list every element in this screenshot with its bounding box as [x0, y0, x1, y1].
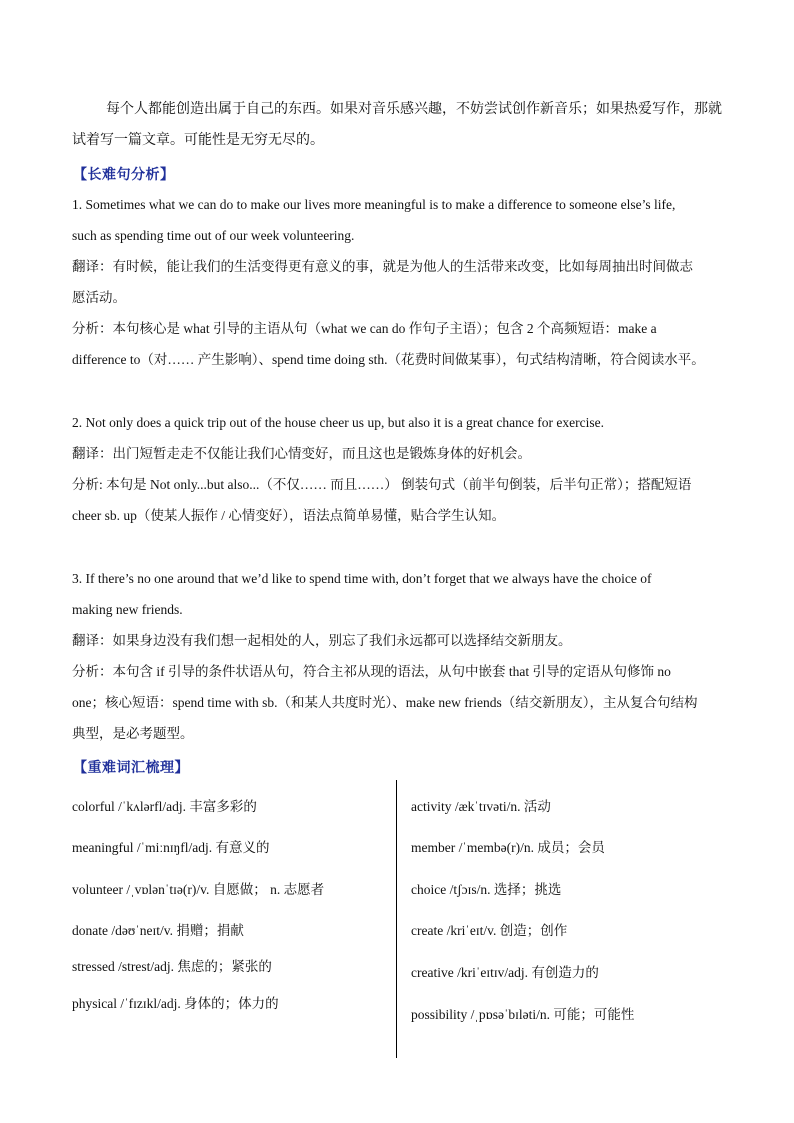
translation-line: 翻译：有时候，能让我们的生活变得更有意义的事，就是为他人的生活带来改变，比如每周抽出时间做志: [72, 259, 693, 274]
vocab-item: member /ˈmembə(r)/n. 成员；会员: [411, 840, 605, 855]
vocab-item: physical /ˈfɪzɪkl/adj. 身体的；体力的: [72, 996, 279, 1011]
vocab-item: activity /ækˈtɪvəti/n. 活动: [411, 799, 551, 814]
translation-line: 翻译：如果身边没有我们想一起相处的人，别忘了我们永远都可以选择结交新朋友。: [72, 633, 572, 648]
vocab-item: choice /tʃɔɪs/n. 选择；挑选: [411, 882, 562, 897]
column-divider: [396, 780, 397, 1058]
intro-line-1: 每个人都能创造出属于自己的东西。如果对音乐感兴趣，不妨尝试创作新音乐；如果热爱写作，那就: [106, 102, 722, 117]
analysis-line: 分析: 本句是 Not only...but also...（不仅…… 而且……） 倒装句式（前半句倒装，后半句正常）；搭配短语: [72, 477, 692, 492]
vocab-item: meaningful /ˈmiːnɪŋfl/adj. 有意义的: [72, 840, 270, 855]
vocab-item: create /kriˈeɪt/v. 创造；创作: [411, 923, 568, 938]
vocab-item: stressed /strest/adj. 焦虑的；紧张的: [72, 959, 272, 974]
translation-line: 愿活动。: [72, 290, 126, 305]
sentence-english-line: 1. Sometimes what we can do to make our lives more meaningful is to make a difference to someone else’s life,: [72, 197, 676, 212]
long-sentence-heading: 【长难句分析】: [73, 167, 175, 183]
sentence-english-line: making new friends.: [72, 602, 183, 617]
vocab-item: colorful /ˈkʌlərfl/adj. 丰富多彩的: [72, 799, 257, 814]
sentence-analysis-3: [72, 563, 732, 749]
vocab-item: possibility /ˌpɒsəˈbɪləti/n. 可能；可能性: [411, 1007, 635, 1022]
analysis-line: 分析：本句含 if 引导的条件状语从句，符合主祁从现的语法，从句中嵌套 that 引导的定语从句修饰 no: [72, 664, 671, 679]
analysis-line: cheer sb. up（使某人振作 / 心情变好），语法点简单易懂，贴合学生认知。: [72, 508, 506, 523]
intro-line-2: 试着写一篇文章。可能性是无穷无尽的。: [72, 133, 324, 148]
vocab-item: donate /dəʊˈneɪt/v. 捐赠；捐献: [72, 923, 244, 938]
sentence-english-line: 3. If there’s no one around that we’d like to spend time with, don’t forget that we always have the choice of: [72, 571, 652, 586]
analysis-line: 分析：本句核心是 what 引导的主语从句（what we can do 作句子主语）；包含 2 个高频短语：make a: [72, 321, 657, 336]
sentence-english-line: 2. Not only does a quick trip out of the house cheer us up, but also it is a great chance for exercise.: [72, 415, 604, 430]
vocab-item: volunteer /ˌvɒlənˈtɪə(r)/v. 自愿做； n. 志愿者: [72, 882, 325, 897]
analysis-line: 典型，是必考题型。: [72, 726, 194, 741]
analysis-line: one；核心短语：spend time with sb.（和某人共度时光）、make new friends（结交新朋友），主从复合句结构: [72, 695, 698, 710]
translation-line: 翻译：出门短暂走走不仅能让我们心情变好，而且这也是锻炼身体的好机会。: [72, 446, 531, 461]
sentence-analysis-2: [72, 407, 732, 531]
sentence-english-line: such as spending time out of our week volunteering.: [72, 228, 355, 243]
intro-paragraph: [72, 94, 732, 156]
sentence-analysis-1: [72, 189, 732, 375]
analysis-line: difference to（对…… 产生影响）、spend time doing sth.（花费时间做某事），句式结构清晰，符合阅读水平。: [72, 352, 705, 367]
vocab-heading: 【重难词汇梳理】: [73, 760, 189, 776]
vocab-item: creative /kriˈeɪtɪv/adj. 有创造力的: [411, 965, 599, 980]
